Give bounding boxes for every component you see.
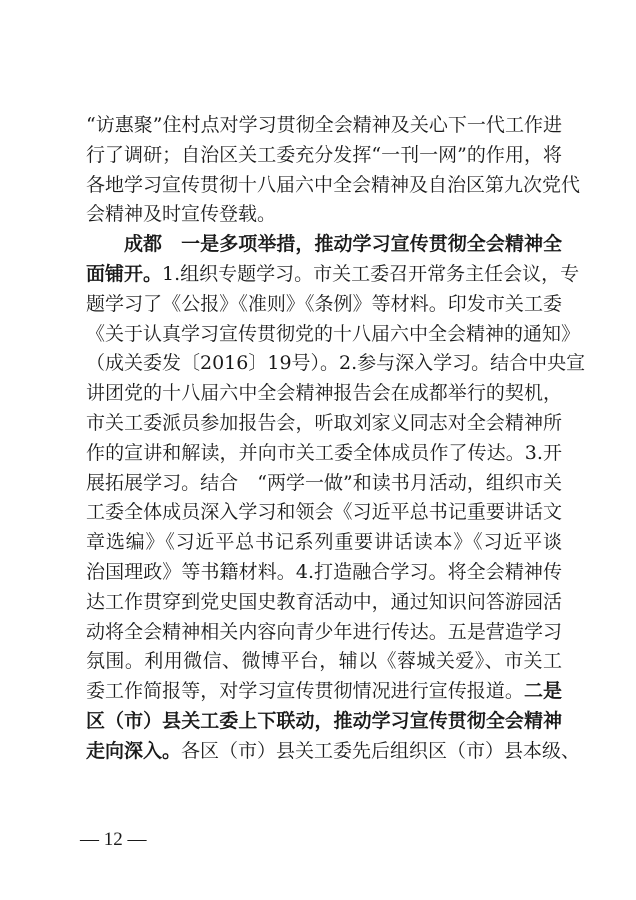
text-line: 治国理政》等书籍材料。4.打造融合学习。将全会精神传 <box>86 560 562 583</box>
text-line <box>86 230 562 260</box>
bold-run: 走向深入。 <box>86 739 182 762</box>
text-run: 各区（市）县关工委先后组织区（市）县本级、 <box>181 739 581 762</box>
text-line: 市关工委派员参加报告会，听取刘家义同志对全会精神所 <box>86 411 562 434</box>
text-line: 各地学习宣传贯彻十八届六中全会精神及自治区第九次党代 <box>86 173 581 196</box>
text-line: 区（市）县关工委上下联动，推动学习宣传贯彻全会精神 <box>86 709 562 732</box>
text-line: “访惠聚”住村点对学习贯彻全会精神及关心下一代工作进 <box>86 114 562 136</box>
text-line <box>86 677 562 707</box>
text-line: 展拓展学习。结合 “两学一做”和读书月活动，组织市关 <box>86 471 562 494</box>
text-run: 委工作简报等，对学习宣传贯彻情况进行宣传报道。 <box>86 680 524 703</box>
document-body <box>86 111 586 767</box>
text-line: 动将全会精神相关内容向青少年进行传达。五是营造学习 <box>86 620 562 643</box>
text-line: 题学习了《公报》《准则》《条例》等材料。印发市关工委 <box>86 292 562 315</box>
text-line <box>86 737 581 767</box>
text-run: 1.组织专题学习。市关工委召开常务主任会议，专 <box>162 262 580 285</box>
text-line: （成关委发〔2016〕19号）。2.参与深入学习。结合中央宣 <box>86 352 586 375</box>
text-line: 氛围。利用微信、微博平台，辅以《蓉城关爱》、市关工 <box>86 650 562 673</box>
text-line <box>86 260 580 290</box>
text-line: 工委全体成员深入学习和领会《习近平总书记重要讲话文 <box>86 501 562 524</box>
text-line: 行了调研；自治区关工委充分发挥“一刊一网”的作用，将 <box>86 143 562 166</box>
text-line: 达工作贯穿到党史国史教育活动中，通过知识问答游园活 <box>86 590 562 613</box>
paragraph-1 <box>86 111 581 230</box>
paragraph-2 <box>86 230 586 766</box>
text-line: 讲团党的十八届六中全会精神报告会在成都举行的契机， <box>86 382 562 405</box>
text-line: 《关于认真学习宣传贯彻党的十八届六中全会精神的通知》 <box>86 322 581 345</box>
bold-run: 二是 <box>523 680 562 703</box>
page-number: — 12 — <box>80 829 147 850</box>
text-line: 会精神及时宣传登载。 <box>86 203 277 226</box>
text-line: 章选编》《习近平总书记系列重要讲话读本》《习近平谈 <box>86 531 562 554</box>
bold-run: 面铺开。 <box>86 262 163 285</box>
text-line: 作的宣讲和解读，并向市关工委全体成员作了传达。3.开 <box>86 441 562 464</box>
section-heading-chengdu: 成都 一是多项举措，推动学习宣传贯彻全会精神全 <box>124 233 562 256</box>
